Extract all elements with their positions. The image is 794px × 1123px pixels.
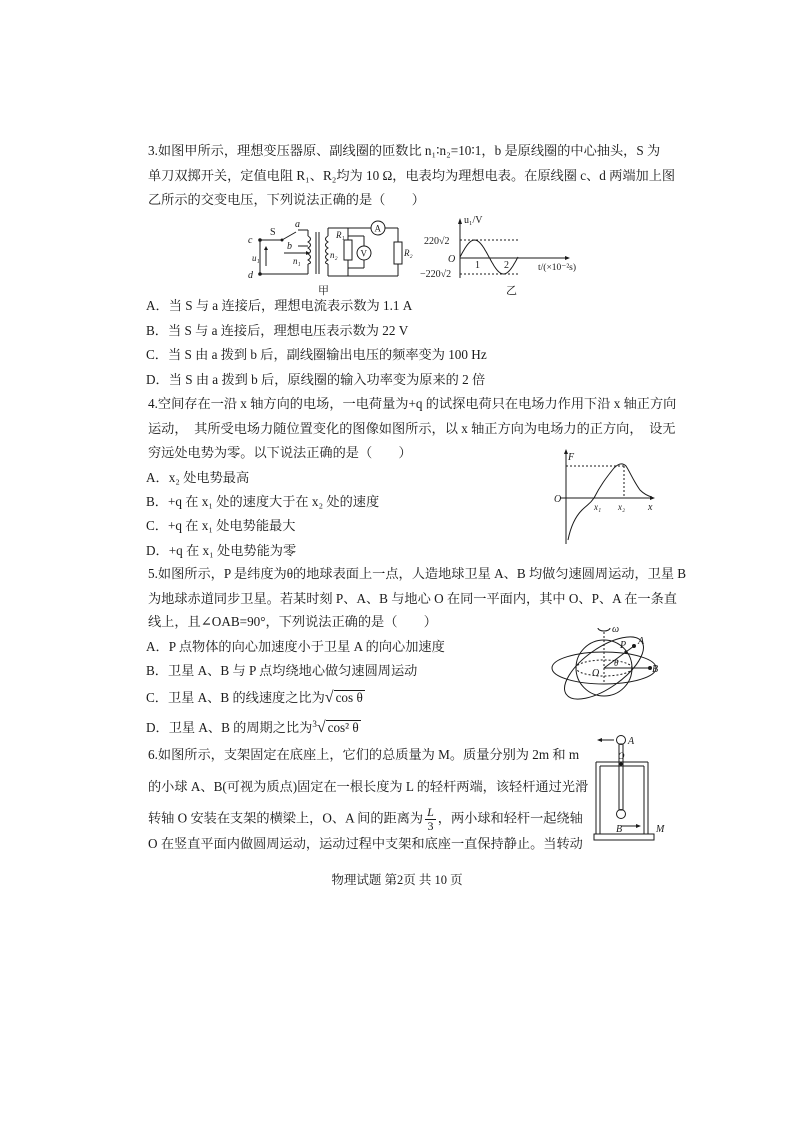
q6-line-1: 6.如图所示，支架固定在底座上，它们的总质量为 M。质量分别为 2m 和 m: [148, 747, 580, 762]
transformer-circuit-figure: [240, 218, 413, 298]
circuit-label-r2: R₂: [404, 248, 413, 258]
earth-satellite-figure: [548, 620, 663, 702]
q5-line-2: 为地球赤道同步卫星。若某时刻 P、A、B 与地心 O 在同一平面内，其中 O、P、A 在一条直: [148, 591, 677, 606]
q5-line-3: 线上，且∠OAB=90°，下列说法正确的是（ ）: [148, 614, 437, 629]
graph-origin: O: [554, 494, 562, 505]
sqrt-sign: √: [324, 689, 334, 706]
q6-line-4: O 在竖直平面内做圆周运动，运动过程中支架和底座一直保持静止。当转动: [148, 836, 583, 851]
q4-line-3: 穷远处电势为零。以下说法正确的是（ ）: [148, 445, 412, 460]
q3-option-a[interactable]: A．当 S 与 a 连接后，理想电流表示数为 1.1 A: [146, 298, 413, 313]
graph-ylabel-f: F: [568, 452, 575, 463]
figure-caption-yi: 乙: [506, 285, 517, 297]
circuit-label-c: c: [248, 235, 253, 246]
q5-option-c-radicand: cos θ: [335, 690, 363, 705]
ball-b-label: B: [616, 824, 623, 835]
theta-label: θ: [614, 658, 619, 668]
wave-ylabel: u₁/V: [464, 215, 483, 226]
wave-origin: O: [448, 254, 456, 265]
pivot-o-label: O: [618, 751, 625, 761]
wave-xtick-2: 2: [504, 260, 509, 271]
fraction-l-over-3: $\frac{L}{3}$: [427, 805, 434, 833]
circuit-label-b: b: [287, 241, 292, 252]
ball-a-label: A: [628, 736, 635, 747]
q5-line-1: 5.如图所示，P 是纬度为θ的地球表面上一点，人造地球卫星 A、B 均做匀速圆周运动，卫星 B: [148, 566, 687, 581]
q5-option-d-text: D．卫星 A、B 的周期之比为: [146, 720, 313, 735]
satellite-a-label: A: [638, 636, 645, 647]
q5-option-d[interactable]: [146, 720, 361, 736]
circuit-label-r1: R₁: [336, 230, 345, 240]
graph-x2-label: x₂: [618, 502, 626, 512]
q6-line-3-text: 转轴 O 安装在支架的横梁上，O、A 间的距离为: [148, 810, 424, 826]
omega-label: ω: [612, 624, 620, 635]
q5-option-b[interactable]: B．卫星 A、B 与 P 点均绕地心做匀速圆周运动: [146, 663, 418, 678]
point-p-label: P: [620, 640, 627, 651]
center-o-label: O: [592, 668, 600, 679]
q6-line-3: [148, 806, 583, 833]
figure-caption-jia: 甲: [318, 285, 329, 297]
q6-line-3-tail: ，两小球和轻杆一起绕轴: [437, 810, 583, 826]
cube-root-sign: √: [316, 719, 326, 736]
wave-xtick-1: 1: [475, 260, 480, 271]
q5-option-c[interactable]: [146, 690, 365, 706]
wave-ytick-top: 220√2: [424, 236, 450, 247]
voltmeter-label: V: [360, 248, 367, 259]
q3-option-c[interactable]: C．当 S 由 a 拨到 b 后，副线圈输出电压的频率变为 100 Hz: [146, 347, 487, 362]
circuit-label-u1: u₁: [252, 253, 260, 263]
q4-option-d[interactable]: D．+q 在 x₁ 处电势能为零: [146, 543, 297, 558]
q3-option-d[interactable]: D．当 S 由 a 拨到 b 后，原线圈的输入功率变为原来的 2 倍: [146, 372, 486, 387]
q5-option-d-radicand: cos² θ: [327, 720, 359, 735]
root-index: 3: [312, 719, 317, 729]
mass-m-label: M: [656, 824, 665, 835]
circuit-label-n2: n₂: [330, 250, 338, 260]
force-position-graph: [548, 448, 663, 546]
ammeter-label: A: [374, 223, 381, 234]
wave-xlabel: t/(×10⁻²s): [538, 263, 577, 273]
graph-xlabel: x: [648, 502, 653, 513]
q4-option-c[interactable]: C．+q 在 x₁ 处电势能最大: [146, 518, 296, 533]
q3-line-3: 乙所示的交变电压，下列说法正确的是（ ）: [148, 192, 425, 207]
graph-x1-label: x₁: [594, 502, 602, 512]
q4-option-b[interactable]: B．+q 在 x₁ 处的速度大于在 x₂ 处的速度: [146, 494, 380, 509]
wave-ytick-bottom: −220√2: [420, 269, 452, 280]
q4-line-2: 运动， 其所受电场力随位置变化的图像如图所示，以 x 轴正方向为电场力的正方向， 设无: [148, 421, 676, 436]
q5-option-c-text: C．卫星 A、B 的线速度之比为: [146, 690, 325, 705]
q5-option-a[interactable]: A．P 点物体的向心加速度小于卫星 A 的向心加速度: [146, 639, 445, 654]
circuit-label-s: S: [270, 227, 276, 238]
circuit-label-d: d: [248, 270, 253, 281]
page-footer: 物理试题 第2页 共 10 页: [331, 873, 463, 887]
voltage-waveform-figure: [420, 214, 600, 298]
q3-line-1: 3.如图甲所示，理想变压器原、副线圈的匝数比 n₁∶n₂=10∶1，b 是原线圈的中心抽头，S 为: [148, 143, 661, 158]
q3-option-b[interactable]: B．当 S 与 a 连接后，理想电压表示数为 22 V: [146, 323, 409, 338]
circuit-label-a: a: [295, 219, 300, 230]
q6-line-2: 的小球 A、B(可视为质点)固定在一根长度为 L 的轻杆两端，该轻杆通过光滑: [148, 779, 589, 794]
q3-line-2: 单刀双掷开关，定值电阻 R₁、R₂均为 10 Ω，电表均为理想电表。在原线圈 c、d 两端加上图: [148, 168, 676, 183]
q4-option-a[interactable]: A．x₂ 处电势最高: [146, 470, 250, 485]
circuit-label-n1: n₁: [293, 256, 301, 266]
satellite-b-label: B: [652, 664, 659, 675]
rotating-rod-stand-figure: [586, 730, 665, 846]
q4-line-1: 4.空间存在一沿 x 轴方向的电场，一电荷量为+q 的试探电荷只在电场力作用下沿 x 轴正方向: [148, 396, 677, 411]
